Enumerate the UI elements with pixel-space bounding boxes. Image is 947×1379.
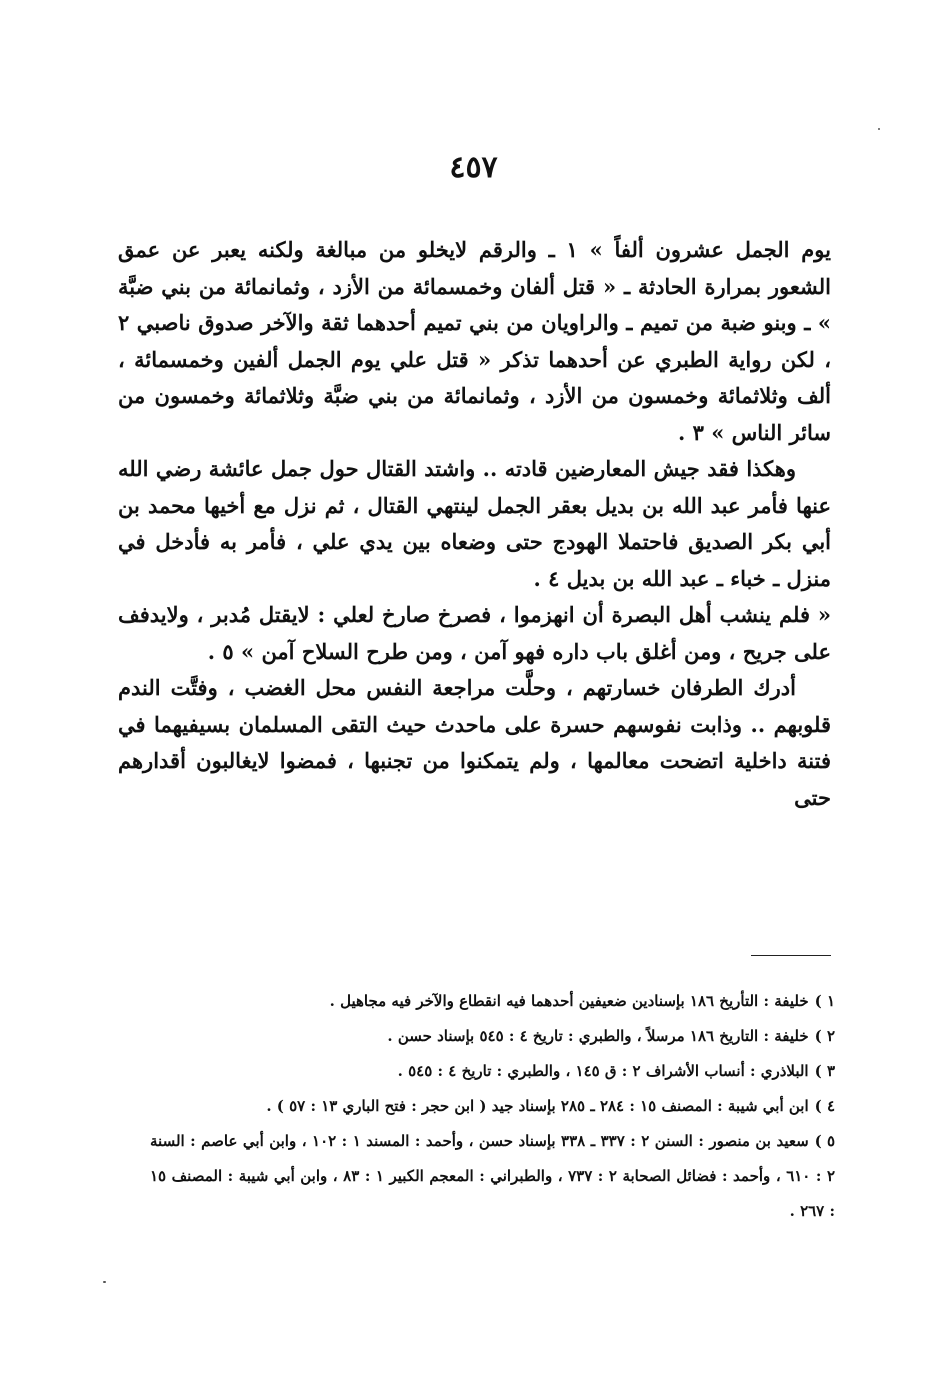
scan-speck (103, 1281, 106, 1283)
footnote-5 (150, 1124, 835, 1229)
footnote-number: ٢ ) (814, 1027, 835, 1045)
footnote-number: ٥ ) (814, 1132, 836, 1150)
paragraph-2: وهكذا فقد جيش المعارضين قادته .. واشتد القتال حول جمل عائشة رضي الله عنها فأمر عبد الله بن بديل بعقر الجمل لينتهي القتال ، ثم نزل مع أخيها محمد بن أبي بكر الصديق فاحتملا الهودج حتى وضعاه بين يدي علي ، فأمر به فأدخل في منزل ـ خباء ـ عبد الله بن بديل ٤ . (118, 456, 831, 591)
footnote-text: خليفة : التاريخ ١٨٦ مرسلاً ، والطبري : تاريخ ٤ : ٥٤٥ بإسناد حسن . (387, 1027, 809, 1045)
paragraph-4: أدرك الطرفان خسارتهم ، وحلَّت مراجعة النفس محل الغضب ، وفتَّت الندم قلوبهم .. وذابت نفوسهم حسرة على ماحدث حيث التقى المسلمان بسيفيهما في فتنة داخلية اتضحت معالمها ، ولم يتمكنوا من تجنبها ، فمضوا لايغالبون أقدارهم حتى (118, 675, 831, 810)
footnote-text: سعيد بن منصور : السنن ٢ : ٣٣٧ ـ ٣٣٨ بإسناد حسن ، وأحمد : المسند ١ : ١٠٢ ، وابن أبي عاصم : السنة ٢ : ٦١٠ ، وأحمد : فضائل الصحابة ٢ : ٧٣٧ ، والطبراني : المعجم الكبير ١ : ٨٣ ، وابن أبي شيبة : المصنف ١٥ : ٢٦٧ . (150, 1132, 836, 1220)
footnotes (150, 984, 835, 1229)
main-text (118, 232, 831, 816)
paragraph-1: يوم الجمل عشرون ألفاً » ١ ـ والرقم لايخلو من مبالغة ولكنه يعبر عن عمق الشعور بمرارة الحادثة ـ « قتل ألفان وخمسمائة من الأزد ، وثمانمائة من بني ضبَّة » ـ وبنو ضبة من تميم ـ والراويان من بني تميم أحدهما ثقة والآخر صدوق ناصبي ٢ ، لكن رواية الطبري عن أحدهما تذكر « قتل علي يوم الجمل ألفين وخمسمائة ، ألف وثلاثمائة وخمسون من الأزد ، وثمانمائة من بني ضبَّة وثلاثمائة وخمسون من سائر الناس » ٣ . (118, 237, 831, 445)
footnote-text: البلاذري : أنساب الأشراف ٢ : ق ١٤٥ ، والطبري : تاريخ ٤ : ٥٤٥ . (397, 1062, 809, 1080)
scan-speck (878, 128, 880, 130)
footnote-text: ابن أبي شيبة : المصنف ١٥ : ٢٨٤ ـ ٢٨٥ بإسناد جيد ( ابن حجر : فتح الباري ١٣ : ٥٧ ) . (266, 1097, 809, 1115)
page-number: ٤٥٧ (449, 150, 498, 185)
footnote-2 (150, 1019, 835, 1054)
footnote-text: خليفة : التأريخ ١٨٦ بإسنادين ضعيفين أحدهما فيه انقطاع والآخر فيه مجاهيل . (329, 992, 809, 1010)
footnote-1 (150, 984, 835, 1019)
footnote-3 (150, 1054, 835, 1089)
footnote-4 (150, 1089, 835, 1124)
footnote-number: ١ ) (814, 992, 835, 1010)
paragraph-3: « فلم ينشب أهل البصرة أن انهزموا ، فصرخ صارخ لعلي : لايقتل مُدبر ، ولايدفف على جريح ، ومن أغلق باب داره فهو آمن ، ومن طرح السلاح آمن » ٥ . (118, 602, 831, 664)
footnote-divider (751, 955, 831, 956)
footnote-number: ٤ ) (814, 1097, 835, 1115)
footnote-number: ٣ ) (814, 1062, 835, 1080)
